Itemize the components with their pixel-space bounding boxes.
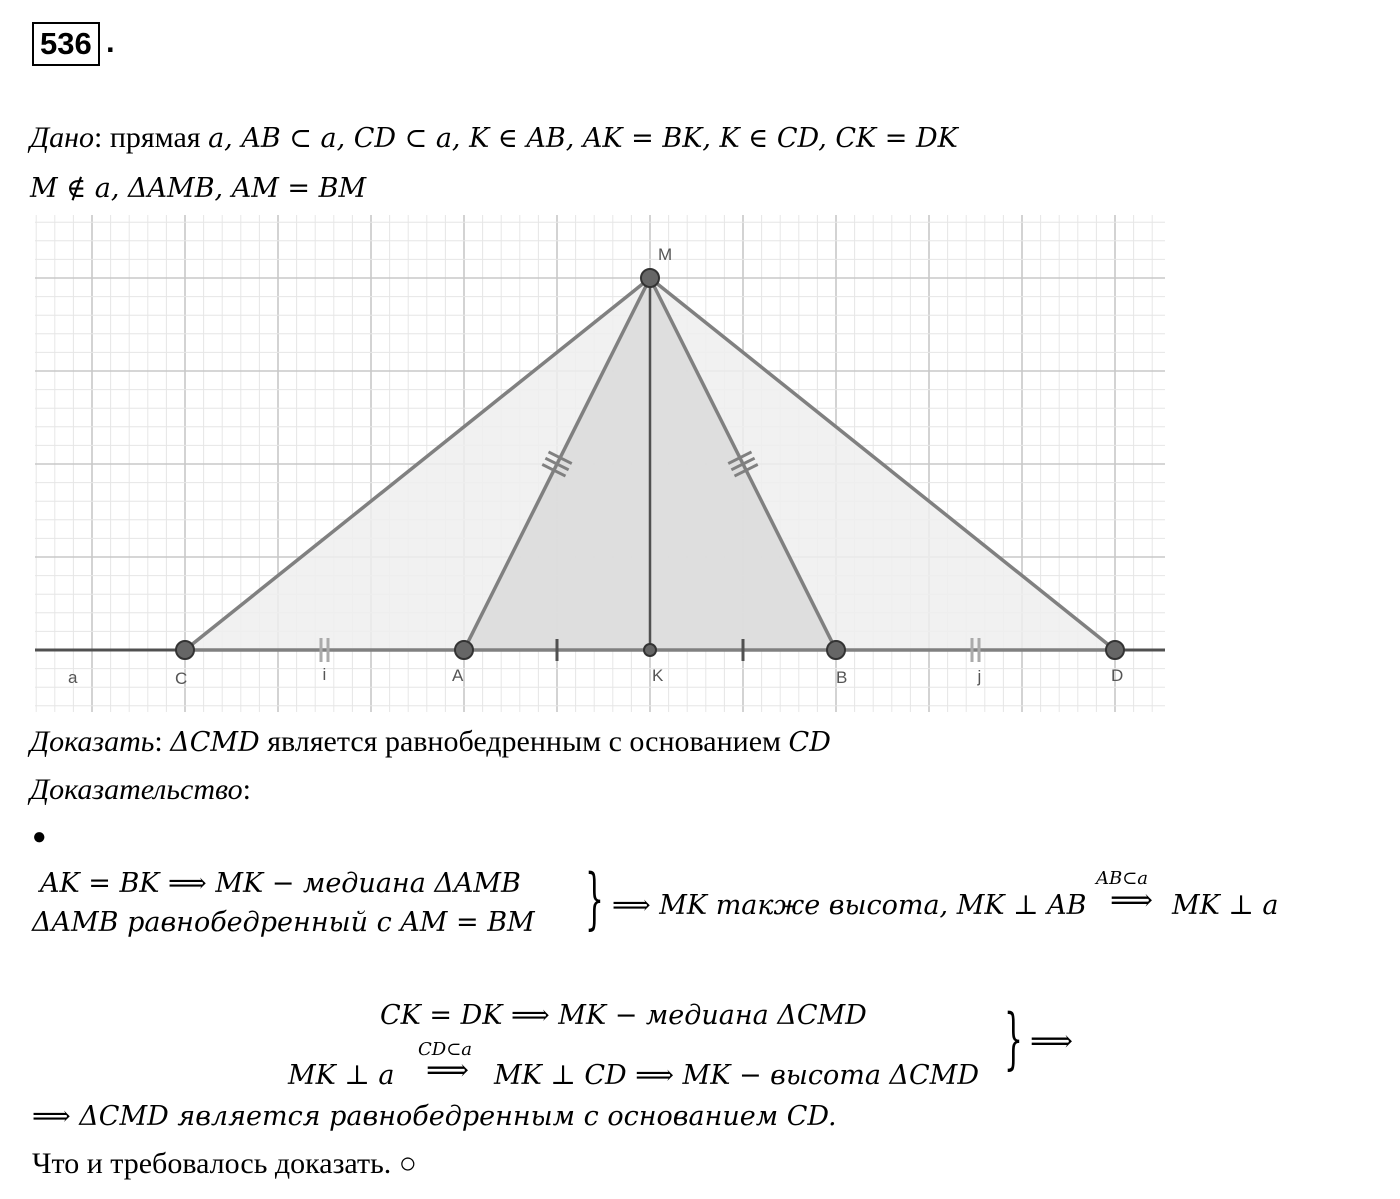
step1-over-label: AB⊂a (1096, 868, 1149, 889)
label-point-c: C (175, 669, 188, 688)
step1-tail-text: MK ⊥ a (1172, 890, 1279, 921)
given-math-1: a, AB ⊂ a, CD ⊂ a, K ∈ AB, AK = BK, K ∈ CD, CK = DK (208, 123, 958, 154)
label-point-b: B (836, 668, 848, 687)
problem-number: 536 (32, 22, 100, 66)
step1-result-text: ⟹ MK также высота, MK ⊥ AB (612, 890, 1087, 921)
step1-row1-text: AK = BK ⟹ MK − медиана ΔAMB (40, 868, 521, 899)
step1-row2-text: ΔAMB равнобедренный с AM = BM (32, 907, 535, 938)
point-k (644, 644, 656, 656)
prove-text: является равнобедренным с основанием (259, 725, 789, 758)
given-math-2: M ∉ a, ΔAMB, AM = BM (30, 173, 367, 204)
qed: Что и требовалось доказать. ○ (32, 1147, 417, 1180)
step2-over-label: CD⊂a (418, 1039, 473, 1060)
step2-row2-end (494, 1057, 979, 1094)
given-text: : прямая (93, 121, 209, 154)
problem-number-dot: . (106, 24, 115, 59)
proof-label: Доказательство (30, 773, 243, 806)
step2-row2-start (288, 1057, 394, 1094)
label-point-a: A (452, 666, 464, 685)
step1-tail (1172, 887, 1278, 924)
prove-label: Доказать (30, 725, 155, 758)
conclusion-text: ⟹ ΔCMD является равнобедренным с основанием CD. (32, 1101, 837, 1132)
point-a (455, 641, 473, 659)
point-c (176, 641, 194, 659)
bullet: ● (32, 824, 47, 850)
step2-arrow: ⟹ (426, 1053, 470, 1088)
step1-row1 (40, 865, 521, 902)
step1-row2 (32, 904, 535, 941)
label-point-m: M (658, 245, 673, 264)
label-line-a: a (68, 668, 78, 687)
point-b (827, 641, 845, 659)
step2-row2-start-text: MK ⊥ a (288, 1060, 395, 1091)
step1-arrow: ⟹ (1110, 883, 1154, 918)
prove-math-1: ΔCMD (170, 727, 260, 758)
step2-brace: } (1004, 1000, 1023, 1077)
prove-line (30, 724, 831, 761)
point-d (1106, 641, 1124, 659)
step2-row1 (380, 997, 867, 1034)
step2-result: ⟹ (1030, 1024, 1074, 1059)
step1-brace: } (585, 860, 604, 937)
step2-row1-text: CK = DK ⟹ MK − медиана ΔCMD (380, 1000, 867, 1031)
point-m (641, 269, 659, 287)
conclusion (32, 1098, 837, 1135)
prove-colon: : (154, 725, 171, 758)
step2-row2-end-text: MK ⊥ CD ⟹ MK − высота ΔCMD (494, 1060, 979, 1091)
prove-math-2: CD (788, 727, 831, 758)
label-tick-i: i (322, 665, 327, 684)
label-point-d: D (1111, 666, 1124, 685)
proof-heading (30, 772, 251, 808)
proof-colon: : (242, 773, 251, 806)
step1-result (612, 887, 1086, 924)
given-label: Дано (30, 121, 94, 154)
label-tick-j: j (977, 667, 982, 686)
label-point-k: K (652, 666, 664, 685)
